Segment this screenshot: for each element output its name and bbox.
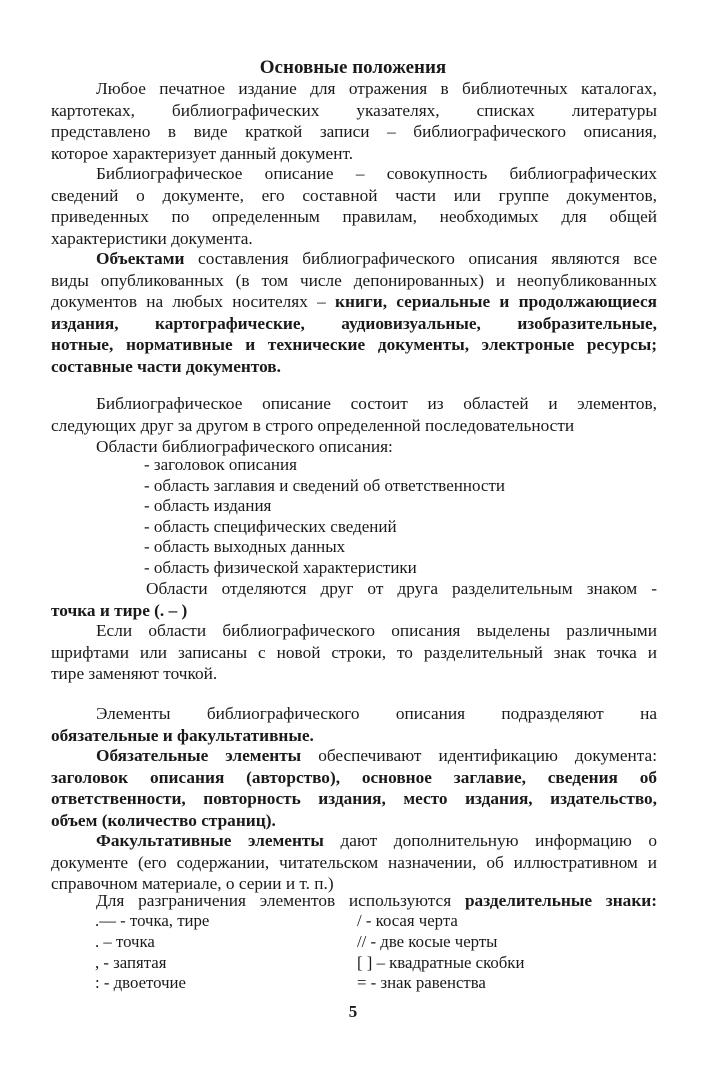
- text-line: приведенных по определенным правилам, необходимых для общей: [51, 207, 657, 227]
- bold-span: книги, сериальные и продолжающиеся: [335, 292, 657, 312]
- text-line: объем (количество страниц).: [51, 810, 276, 830]
- text-line: Элементы библиографического описания подразделяют на: [96, 704, 657, 723]
- text-span: обеспечивают идентификацию документа:: [301, 746, 657, 765]
- separator-item: // - две косые черты: [357, 931, 498, 951]
- text-line: документе (его содержании, читательском назначении, об иллюстративном и: [51, 852, 657, 872]
- paragraph-objects: [51, 248, 657, 378]
- text-line: характеристики документа.: [51, 228, 253, 248]
- list-item: - область издания: [144, 496, 272, 516]
- text-line: виды опубликованных (в том числе депонированных) и неопубликованных: [51, 270, 657, 290]
- text-line: Области библиографического описания:: [96, 437, 393, 457]
- text-line: нотные, нормативные и технические документы, электроные ресурсы;: [51, 335, 657, 355]
- list-item: - заголовок описания: [144, 455, 297, 474]
- text-line: составные части документов.: [51, 356, 281, 376]
- paragraph-optional: [51, 830, 657, 895]
- paragraph-separators-intro: [51, 890, 657, 912]
- text-line: точка и тире (. – ): [51, 600, 188, 620]
- bold-term: Факультативные элементы: [96, 831, 324, 850]
- separators-left-column: [95, 911, 209, 994]
- separator-item: : - двоеточие: [95, 973, 186, 993]
- page-number: 5: [348, 1002, 358, 1021]
- text-line: которое характеризует данный документ.: [51, 143, 354, 163]
- text-line: ответственности, повторность издания, место издания, издательство,: [51, 789, 657, 809]
- text-line: Если области библиографического описания выделены различными: [96, 621, 657, 640]
- areas-list: [144, 455, 505, 579]
- text-line: шрифтами или записаны с новой строки, то разделительный знак точка и: [51, 642, 657, 662]
- separator-item: . – точка: [95, 931, 155, 951]
- text-span: дают дополнительную информацию о: [323, 831, 658, 850]
- text-span: составления библиографического описания являются все: [184, 249, 657, 268]
- paragraph-definition: [51, 163, 657, 249]
- bold-span: разделительные знаки:: [464, 891, 657, 910]
- paragraph-intro: [51, 78, 657, 164]
- separator-item: , - запятая: [95, 952, 167, 972]
- separator-item: .— - точка, тире: [95, 911, 210, 930]
- text-line: Библиографическое описание состоит из областей и элементов,: [96, 394, 657, 413]
- list-item: - область специфических сведений: [144, 516, 397, 536]
- text-line: [51, 248, 657, 270]
- text-line: [51, 830, 657, 852]
- text-line: обязательные и факультативные.: [51, 725, 314, 745]
- paragraph-structure: [51, 393, 657, 458]
- paragraph-replacement: [51, 620, 657, 685]
- separator-item: / - косая черта: [357, 911, 458, 930]
- text-line: заголовок описания (авторство), основное заглавие, сведения об: [51, 767, 657, 787]
- text-line: [51, 890, 657, 912]
- text-line: тире заменяют точкой.: [51, 664, 218, 684]
- paragraph-elements: [51, 703, 657, 746]
- page-title: Основные положения: [259, 57, 447, 78]
- text-line: издания, картографические, аудиовизуальные, изобразительные,: [51, 313, 657, 333]
- list-item: - область физической характеристики: [144, 557, 417, 577]
- list-item: - область выходных данных: [144, 537, 346, 557]
- list-item: - область заглавия и сведений об ответственности: [144, 475, 505, 495]
- text-line: Любое печатное издание для отражения в библиотечных каталогах,: [96, 79, 657, 98]
- text-line: картотеках, библиографических указателях, списках литературы: [51, 100, 657, 120]
- text-line: Библиографическое описание – совокупность библиографических: [96, 164, 657, 183]
- bold-term: Объектами: [96, 249, 185, 268]
- text-span: документов на любых носителях –: [51, 292, 336, 312]
- text-line: справочном материале, о серии и т. п.): [51, 874, 334, 894]
- text-line: представлено в виде краткой записи – библиографического описания,: [51, 122, 657, 142]
- text-line: следующих друг за другом в строго определенной последовательности: [51, 415, 575, 435]
- paragraph-area-separator: [51, 578, 657, 621]
- separator-item: = - знак равенства: [357, 973, 486, 993]
- separators-right-column: [357, 911, 524, 994]
- text-line: Области отделяются друг от друга разделительным знаком -: [146, 579, 657, 598]
- text-line: [51, 745, 657, 767]
- paragraph-mandatory: [51, 745, 657, 831]
- text-line: сведений о документе, его составной части или группе документов,: [51, 185, 657, 205]
- text-line: [51, 291, 657, 313]
- text-span: Для разграничения элементов используются: [96, 891, 465, 910]
- separator-item: [ ] – квадратные скобки: [357, 952, 525, 972]
- bold-term: Обязательные элементы: [96, 746, 302, 765]
